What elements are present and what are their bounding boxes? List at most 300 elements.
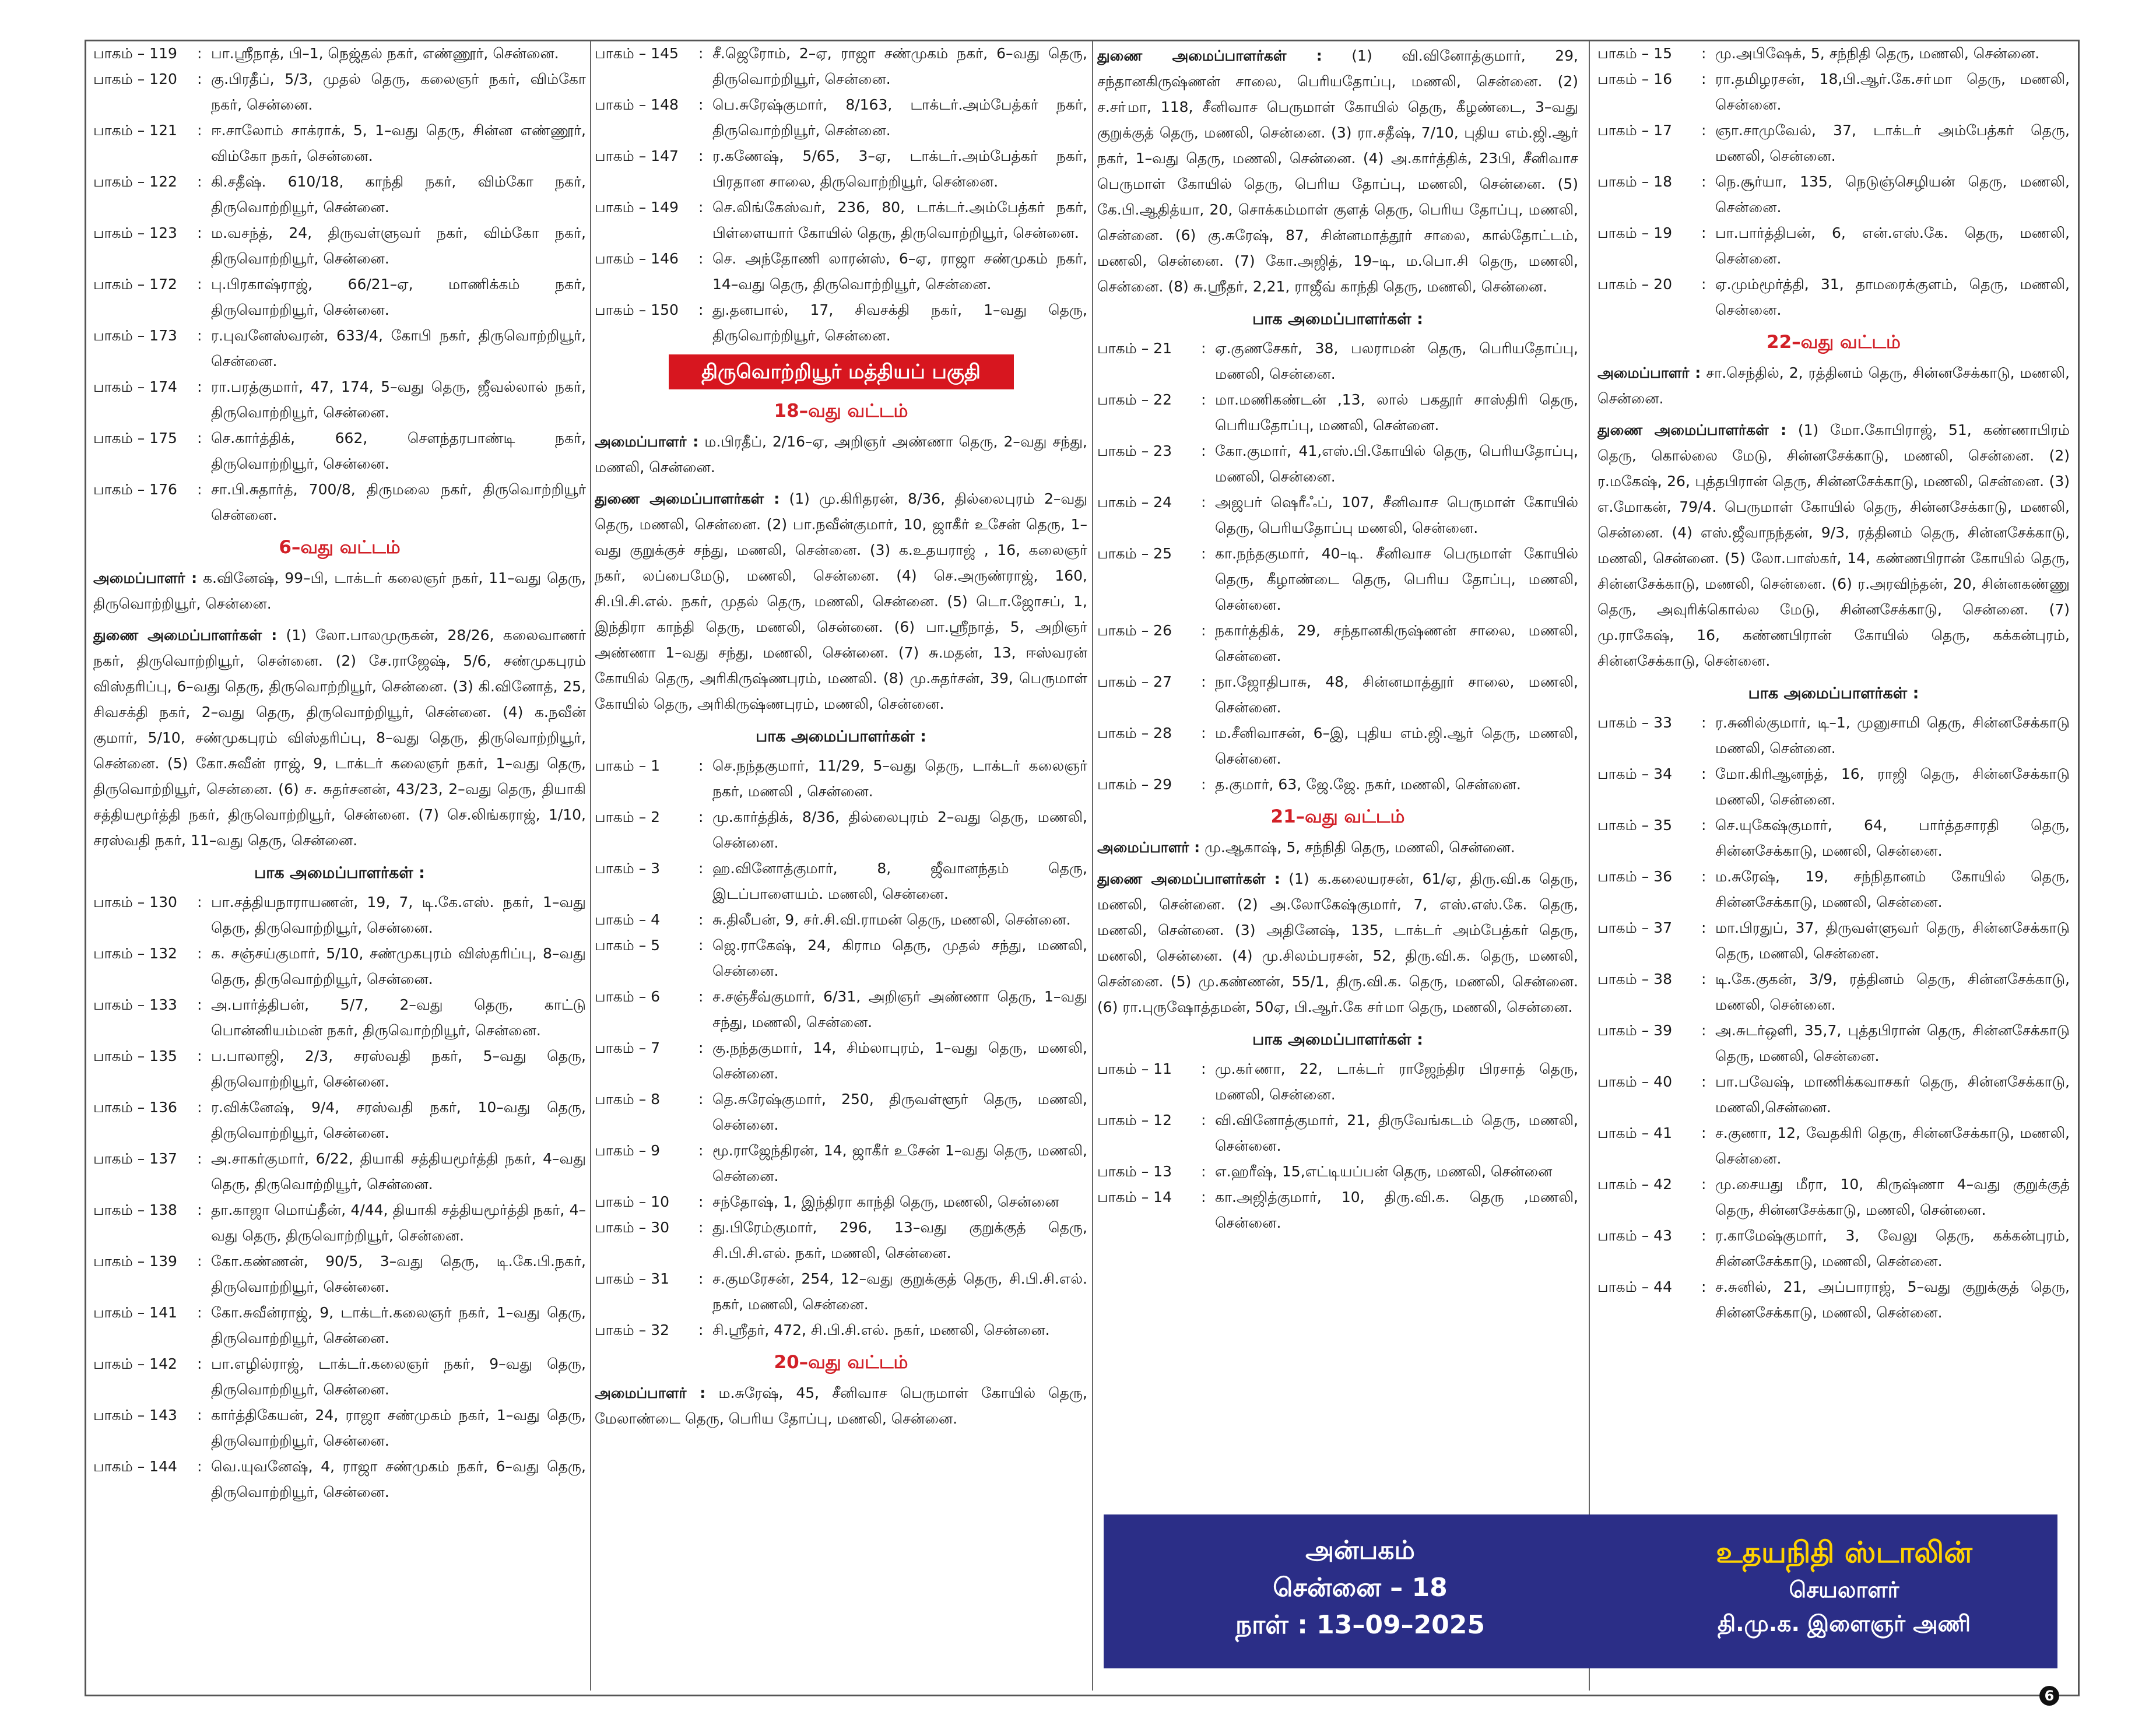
separator: : — [1201, 673, 1206, 690]
separator: : — [1701, 173, 1706, 190]
booth-number: பாகம் – 148 — [595, 96, 679, 113]
booth-organiser-details: ச.குணா, 12, வேதகிரி தெரு, சின்னசேக்காடு, மணலி, சென்னை. — [1715, 1124, 2070, 1167]
separator: : — [698, 937, 704, 954]
booth-organiser-details: பா.பவேஷ், மாணிக்கவாசகர் தெரு, சின்னசேக்காடு, மணலி,சென்னை. — [1715, 1073, 2070, 1116]
booth-organiser-details: ஜெ.ராகேஷ், 24, கிராம தெரு, முதல் சந்து, மணலி, சென்னை. — [712, 937, 1087, 979]
booth-number: பாகம் – 135 — [93, 1048, 177, 1064]
separator: : — [1701, 1176, 1706, 1193]
separator: : — [1701, 817, 1706, 834]
booth-entry — [595, 933, 1087, 984]
booth-number: பாகம் – 16 — [1597, 71, 1672, 87]
booth-number: பாகம் – 19 — [1597, 224, 1672, 241]
ward-6-organiser — [93, 565, 586, 617]
booth-number: பாகம் – 6 — [595, 988, 661, 1005]
booth-number: பாகம் – 33 — [1597, 714, 1672, 731]
booth-organiser-details: அ.சாகர்குமார், 6/22, தியாகி சத்தியமூர்த்தி நகர், 4–வது தெரு, திருவொற்றியூர், சென்னை. — [211, 1150, 586, 1193]
booth-number: பாகம் – 44 — [1597, 1278, 1672, 1295]
separator: : — [1201, 391, 1206, 408]
booth-organisers-heading: பாக அமைப்பாளர்கள் : — [1252, 1031, 1423, 1049]
separator: : — [1201, 1189, 1206, 1206]
booth-entry — [595, 1035, 1087, 1087]
booth-organiser-details: பா.ஸ்ரீநாத், பி–1, நெஜ்தல் நகர், எண்ணூர், சென்னை. — [211, 45, 559, 62]
separator: : — [197, 224, 202, 241]
booth-organisers-heading: பாக அமைப்பாளர்கள் : — [756, 728, 926, 746]
booth-entry — [1597, 1120, 2070, 1172]
booth-number: பாகம் – 146 — [595, 250, 679, 267]
booth-organiser-details: பு.பிரகாஷ்ராஜ், 66/21–ஏ, மாணிக்கம் நகர், திருவொற்றியூர், சென்னை. — [211, 276, 586, 318]
booth-organiser-details: பெ.சுரேஷ்குமார், 8/163, டாக்டர்.அம்பேத்கர் நகர், திருவொற்றியூர், சென்னை. — [712, 96, 1087, 139]
separator: : — [698, 147, 704, 164]
organiser-text: மு.ஆகாஷ், 5, சந்நிதி தெரு, மணலி, சென்னை. — [1205, 839, 1515, 856]
separator: : — [197, 1150, 202, 1167]
separator: : — [1701, 71, 1706, 87]
booth-number: பாகம் – 27 — [1097, 673, 1172, 690]
booth-entry — [595, 1266, 1087, 1317]
booth-organiser-details: ரா.பரத்குமார், 47, 174, 5–வது தெரு, ஜீவல்லால் நகர், திருவொற்றியூர், சென்னை. — [211, 378, 586, 421]
booth-number: பாகம் – 133 — [93, 996, 177, 1013]
separator: : — [1701, 714, 1706, 731]
booth-number: பாகம் – 172 — [93, 276, 177, 293]
separator: : — [1701, 122, 1706, 139]
booth-organiser-details: மா.பிரதுப், 37, திருவள்ளுவர் தெரு, சின்னசேக்காடு தெரு, மணலி, சென்னை. — [1715, 919, 2070, 962]
booth-list — [1097, 1056, 1578, 1236]
booth-entry — [595, 1215, 1087, 1266]
deputies-text: (1) வி.வினோத்குமார், 29, சந்தானகிருஷ்ணன் சாலை, பெரியதோப்பு, மணலி, சென்னை. (2) ச.சா்மா, 118, சீனிவாச பெருமாள் கோயில் தெரு, கீழண்டை, 3–வது குறுக்குத் தெரு, மணலி, சென்னை. (3) ரா.சதீஷ், 7/10, புதிய எம்.ஜி.ஆர் நகர், 1–வது தெரு, மணலி, சென்னை. (4) அ.கார்த்திக், 23பி, சீனிவாச பெருமாள் கோயில் தெரு, பெரிய தோப்பு, மணலி, சென்னை. (5) கே.பி.ஆதித்யா, 20, சொக்கம்மாள் குளத் தெரு, பெரிய தோப்பு, மணலி, சென்னை. (6) கு.சுரேஷ், 87, சின்னமாத்தூர் சாலை, கால்தோட்டம், மணலி, சென்னை. (7) கோ.அஜித், 19–டி, ம.பொ.சி தெரு, மணலி, சென்னை. (8) சு.ஸ்ரீதர், 2,21, ராஜீவ் காந்தி தெரு, மணலி, சென்னை. — [1097, 47, 1578, 295]
booth-entry — [1597, 41, 2070, 66]
booth-number: பாகம் – 122 — [93, 173, 177, 190]
separator: : — [197, 378, 202, 395]
booth-entry — [1097, 1185, 1578, 1236]
booth-entry — [1097, 721, 1578, 772]
booth-entry — [595, 143, 1087, 195]
separator: : — [1701, 224, 1706, 241]
booth-entry — [93, 1043, 586, 1095]
booth-number: பாகம் – 30 — [595, 1219, 669, 1236]
booth-entry — [1597, 66, 2070, 118]
ward-18-organiser — [595, 429, 1087, 480]
booth-number: பாகம் – 139 — [93, 1253, 177, 1270]
page-number: 6 — [2039, 1686, 2059, 1706]
booth-organiser-details: நெ.சூர்யா, 135, நெடுஞ்செழியன் தெரு, மணலி, சென்னை. — [1715, 173, 2070, 216]
booth-organiser-details: து.தனபால், 17, சிவசக்தி நகர், 1–வது தெரு, திருவொற்றியூர், சென்னை. — [712, 301, 1087, 344]
booth-entry — [93, 1300, 586, 1351]
separator: : — [197, 327, 202, 344]
booth-number: பாகம் – 5 — [595, 937, 661, 954]
organiser-label: அமைப்பாளர் : — [595, 1384, 706, 1401]
separator: : — [698, 988, 704, 1005]
booth-entry — [93, 477, 586, 528]
deputies-label: துணை அமைப்பாளர்கள் : — [93, 627, 278, 644]
column-divider — [1589, 41, 1590, 1691]
booth-organiser-details: செ. அந்தோணி லாரன்ஸ், 6–ஏ, ராஜா சண்முகம் நகர், 14–வது தெரு, திருவொற்றியூர், சென்னை. — [712, 250, 1087, 293]
booth-entry — [595, 92, 1087, 143]
booth-number: பாகம் – 12 — [1097, 1112, 1172, 1129]
booth-entry — [595, 1189, 1087, 1215]
separator: : — [698, 1219, 704, 1236]
booth-number: பாகம் – 34 — [1597, 765, 1672, 782]
booth-organiser-details: ஹ.வினோத்குமார், 8, ஜீவானந்தம் தெரு, இடப்பாளையம். மணலி, சென்னை. — [712, 860, 1087, 902]
booth-number: பாகம் – 40 — [1597, 1073, 1672, 1090]
booth-organisers-heading: பாக அமைப்பாளர்கள் : — [254, 864, 425, 882]
booth-entry — [595, 984, 1087, 1035]
separator: : — [1701, 1227, 1706, 1244]
booth-list — [595, 41, 1087, 349]
separator: : — [698, 1270, 704, 1287]
booth-organiser-details: ப.பாலாஜி, 2/3, சரஸ்வதி நகர், 5–வது தெரு, திருவொற்றியூர், சென்னை. — [211, 1048, 586, 1090]
booth-organiser-details: நகார்த்திக், 29, சந்தானகிருஷ்ணன் சாலை, மணலி, சென்னை. — [1215, 622, 1578, 665]
booth-list — [1597, 710, 2070, 1326]
booth-organiser-details: கோ.சுவீன்ராஜ், 9, டாக்டர்.கலைஞர் நகர், 1–வது தெரு, திருவொற்றியூர், சென்னை. — [211, 1304, 586, 1347]
booth-entry — [1597, 1172, 2070, 1223]
booth-organiser-details: கு.பிரதீப், 5/3, முதல் தெரு, கலைஞர் நகர், விம்கோ நகர், சென்னை. — [211, 71, 586, 113]
separator: : — [698, 1142, 704, 1159]
separator: : — [1201, 725, 1206, 741]
ward-6-heading: 6–வது வட்டம் — [279, 537, 401, 558]
booth-entry — [595, 804, 1087, 856]
ward-18-deputies — [595, 486, 1087, 717]
booth-number: பாகம் – 173 — [93, 327, 177, 344]
separator: : — [1201, 1163, 1206, 1180]
separator: : — [197, 71, 202, 87]
separator: : — [197, 122, 202, 139]
booth-organiser-details: கா.நந்தகுமார், 40–டி. சீனிவாச பெருமாள் கோயில் தெரு, கீழாண்டை தெரு, பெரிய தோப்பு, மணலி, சென்னை. — [1215, 545, 1578, 613]
deputies-text: (1) மோ.கோபிராஜ், 51, கண்ணாபிரம் தெரு, கொல்லை மேடு, சின்னசேக்காடு, மணலி, சென்னை. (2) ர.மகேஷ், 26, புத்தபிரான் தெரு, சின்னசேக்காடு, மணலி, சென்னை. (3) எ.மோகன், 79/4. பெருமாள் கோயில் தெரு, சின்னசேக்காடு, மணலி, சென்னை. (4) எஸ்.ஜீவாநந்தன், 9/3, ரத்தினம் தெரு, சின்னசேக்காடு, மணலி, சென்னை. (5) லோ.பாஸ்கர், 14, கண்ணபிரான் கோயில் தெரு, சின்னசேக்காடு, மணலி, சென்னை. (6) ர.அரவிந்தன், 20, சின்னகண்ணு தெரு, அவுரிக்கொல்ல மேடு, சின்னசேக்காடு, சென்னை. (7) மு.ராகேஷ், 16, கண்ணபிரான் கோயில் தெரு, கக்கன்புரம், சின்னசேக்காடு, சென்னை. — [1597, 421, 2070, 669]
booth-entry — [93, 1095, 586, 1146]
booth-entry — [93, 426, 586, 477]
booth-organiser-details: செ.கார்த்திக், 662, சௌந்தரபாண்டி நகர், திருவொற்றியூர், சென்னை. — [211, 430, 586, 472]
booth-entry — [93, 272, 586, 323]
separator: : — [197, 1099, 202, 1116]
deputies-label: துணை அமைப்பாளர்கள் : — [1097, 47, 1322, 64]
booth-organiser-details: ஞா.சாமுவேல், 37, டாக்டர் அம்பேத்கர் தெரு, மணலி, சென்னை. — [1715, 122, 2070, 164]
ward-18-heading: 18–வது வட்டம் — [774, 400, 908, 421]
separator: : — [197, 1048, 202, 1064]
booth-organiser-details: ர.காமேஷ்குமார், 3, வேலு தெரு, கக்கன்புரம், சின்னசேக்காடு, மணலி, சென்னை. — [1715, 1227, 2070, 1270]
booth-number: பாகம் – 31 — [595, 1270, 669, 1287]
separator: : — [1201, 1060, 1206, 1077]
booth-organiser-details: கு.நந்தகுமார், 14, சிம்லாபுரம், 1–வது தெரு, மணலி, சென்னை. — [712, 1039, 1087, 1082]
booth-entry — [93, 1351, 586, 1403]
booth-organiser-details: மு.கார்த்திக், 8/36, தில்லைபுரம் 2–வது தெரு, மணலி, சென்னை. — [712, 809, 1087, 851]
booth-entry — [1097, 336, 1578, 387]
booth-entry — [595, 907, 1087, 933]
booth-number: பாகம் – 32 — [595, 1322, 669, 1338]
booth-organiser-details: தா.காஜா மொய்தீன், 4/44, தியாகி சத்தியமூர்த்தி நகர், 4–வது தெரு, திருவொற்றியூர், சென்னை. — [211, 1201, 586, 1244]
booth-number: பாகம் – 36 — [1597, 868, 1672, 885]
separator: : — [698, 1039, 704, 1056]
booth-organiser-details: அ.சுடர்ஒளி, 35,7, புத்தபிரான் தெரு, சின்னசேக்காடு தெரு, மணலி, சென்னை. — [1715, 1022, 2070, 1064]
ward-21-deputies — [1097, 866, 1578, 1020]
booth-number: பாகம் – 10 — [595, 1193, 669, 1210]
booth-organiser-details: ர.புவனேஸ்வரன், 633/4, கோபி நகர், திருவொற்றியூர், சென்னை. — [211, 327, 586, 370]
separator: : — [698, 1322, 704, 1338]
separator: : — [1201, 442, 1206, 459]
booth-organiser-details: மா.மணிகண்டன் ,13, லால் பகதூர் சாஸ்திரி தெரு, பெரியதோப்பு, மணலி, சென்னை. — [1215, 391, 1578, 434]
booth-organiser-details: சீ.ஜெரோம், 2–ஏ, ராஜா சண்முகம் நகர், 6–வது தெரு, திருவொற்றியூர், சென்னை. — [712, 45, 1087, 87]
booth-organisers-heading: பாக அமைப்பாளர்கள் : — [1252, 310, 1423, 328]
booth-organiser-details: ம.சீனிவாசன், 6–இ, புதிய எம்.ஜி.ஆர் தெரு, மணலி, சென்னை. — [1215, 725, 1578, 767]
booth-number: பாகம் – 15 — [1597, 45, 1672, 62]
booth-entry — [1597, 1223, 2070, 1274]
ward-22-deputies — [1597, 417, 2070, 674]
booth-organiser-details: ச.குமரேசன், 254, 12–வது குறுக்குத் தெரு, சி.பி.சி.எல். நகர், மணலி, சென்னை. — [712, 1270, 1087, 1313]
booth-organiser-details: கி.சதீஷ். 610/18, காந்தி நகர், விம்கோ நகர், திருவொற்றியூர், சென்னை. — [211, 173, 586, 216]
booth-entry — [93, 169, 586, 220]
signatory-role: செயலாளர் — [1789, 1577, 1899, 1603]
booth-number: பாகம் – 8 — [595, 1091, 661, 1108]
separator: : — [1701, 1278, 1706, 1295]
booth-organiser-details: ம.வசந்த், 24, திருவள்ளுவர் நகர், விம்கோ நகர், திருவொற்றியூர், சென்னை. — [211, 224, 586, 267]
booth-number: பாகம் – 142 — [93, 1355, 177, 1372]
booth-organiser-details: ரா.தமிழரசன், 18,பி.ஆர்.கே.சா்மா தெரு, மணலி, சென்னை. — [1715, 71, 2070, 113]
booth-entry — [1597, 169, 2070, 220]
booth-entry — [595, 41, 1087, 92]
booth-entry — [1097, 1108, 1578, 1159]
booth-entry — [1097, 669, 1578, 721]
separator: : — [1701, 1073, 1706, 1090]
booth-organiser-details: எ.ஹரீஷ், 15,எட்டியப்பன் தெரு, மணலி, சென்னை — [1215, 1163, 1553, 1180]
booth-organiser-details: ஏ.குணசேகர், 38, பலராமன் தெரு, பெரியதோப்பு, மணலி, சென்னை. — [1215, 340, 1578, 382]
booth-number: பாகம் – 144 — [93, 1458, 177, 1475]
footer-date: நாள் : 13–09–2025 — [1235, 1610, 1486, 1640]
separator: : — [698, 199, 704, 216]
booth-number: பாகம் – 28 — [1097, 725, 1172, 741]
booth-number: பாகம் – 147 — [595, 147, 679, 164]
booth-number: பாகம் – 37 — [1597, 919, 1672, 936]
booth-entry — [595, 1138, 1087, 1189]
booth-number: பாகம் – 130 — [93, 894, 177, 911]
separator: : — [698, 96, 704, 113]
ward-20-heading: 20–வது வட்டம் — [774, 1352, 908, 1373]
separator: : — [1701, 971, 1706, 988]
booth-number: பாகம் – 175 — [93, 430, 177, 447]
separator: : — [698, 301, 704, 318]
booth-organiser-details: அஜபர் ஷெரீஃப், 107, சீனிவாச பெருமாள் கோயில் தெரு, பெரியதோப்பு மணலி, சென்னை. — [1215, 494, 1578, 536]
booth-number: பாகம் – 123 — [93, 224, 177, 241]
separator: : — [197, 481, 202, 498]
organiser-label: அமைப்பாளர் : — [595, 433, 699, 450]
separator: : — [698, 757, 704, 774]
booth-organiser-details: கோ.கண்ணன், 90/5, 3–வது தெரு, டி.கே.பி.நகர், திருவொற்றியூர், சென்னை. — [211, 1253, 586, 1295]
booth-entry — [93, 890, 586, 941]
booth-organiser-details: ச.சஞ்சீவ்குமார், 6/31, அறிஞர் அண்ணா தெரு, 1–வது சந்து, மணலி, சென்னை. — [712, 988, 1087, 1031]
booth-organiser-details: ஏ.மும்மூர்த்தி, 31, தாமரைக்குளம், தெரு, மணலி, சென்னை. — [1715, 276, 2070, 318]
separator: : — [1701, 276, 1706, 293]
ward-22-organiser — [1597, 360, 2070, 412]
organiser-text: ம.சுரேஷ், 45, சீனிவாச பெருமாள் கோயில் தெரு, மேலாண்டை தெரு, பெரிய தோப்பு, மணலி, சென்னை. — [595, 1384, 1087, 1427]
booth-organiser-details: ம.சுரேஷ், 19, சந்நிதானம் கோயில் தெரு, சின்னசேக்காடு, மணலி, சென்னை. — [1715, 868, 2070, 911]
booth-number: பாகம் – 174 — [93, 378, 177, 395]
booth-number: பாகம் – 137 — [93, 1150, 177, 1167]
booth-organiser-details: மு.சையது மீரா, 10, கிருஷ்ணா 4–வது குறுக்குத் தெரு, சின்னசேக்காடு, மணலி, சென்னை. — [1715, 1176, 2070, 1218]
booth-organiser-details: சி.ஸ்ரீதர், 472, சி.பி.சி.எல். நகர், மணலி, சென்னை. — [712, 1322, 1050, 1338]
booth-number: பாகம் – 17 — [1597, 122, 1672, 139]
booth-entry — [1597, 813, 2070, 864]
separator: : — [197, 1355, 202, 1372]
booth-number: பாகம் – 143 — [93, 1407, 177, 1424]
booth-entry — [1597, 967, 2070, 1018]
booth-organiser-details: ர.சுனில்குமார், டி–1, முனுசாமி தெரு, சின்னசேக்காடு மணலி, சென்னை. — [1715, 714, 2070, 757]
booth-entry — [595, 1087, 1087, 1138]
booth-number: பாகம் – 43 — [1597, 1227, 1672, 1244]
booth-organiser-details: கோ.குமார், 41,எஸ்.பி.கோயில் தெரு, பெரியதோப்பு, மணலி, சென்னை. — [1215, 442, 1578, 485]
booth-organiser-details: கா.அஜித்குமார், 10, திரு.வி.க. தெரு ,மணலி, சென்னை. — [1215, 1189, 1578, 1231]
booth-number: பாகம் – 20 — [1597, 276, 1672, 293]
separator: : — [197, 1407, 202, 1424]
booth-organiser-details: செ.நந்தகுமார், 11/29, 5–வது தெரு, டாக்டர் கலைஞர் நகர், மணலி , சென்னை. — [712, 757, 1087, 800]
separator: : — [1701, 919, 1706, 936]
separator: : — [698, 45, 704, 62]
booth-number: பாகம் – 39 — [1597, 1022, 1672, 1039]
booth-list — [93, 890, 586, 1505]
booth-entry — [1597, 915, 2070, 967]
separator: : — [698, 860, 704, 877]
booth-number: பாகம் – 136 — [93, 1099, 177, 1116]
separator: : — [1701, 1022, 1706, 1039]
column-3 — [1097, 41, 1578, 1691]
section-banner: திருவொற்றியூர் மத்தியப் பகுதி — [669, 354, 1014, 389]
booth-organiser-details: வி.வினோத்குமார், 21, திருவேங்கடம் தெரு, மணலி, சென்னை. — [1215, 1112, 1578, 1154]
booth-entry — [1597, 1018, 2070, 1069]
ward-21-heading: 21–வது வட்டம் — [1270, 806, 1405, 827]
booth-organiser-details: மோ.கிரிஆனந்த், 16, ராஜி தெரு, சின்னசேக்காடு மணலி, சென்னை. — [1715, 765, 2070, 808]
separator: : — [197, 1253, 202, 1270]
booth-entry — [595, 195, 1087, 246]
booth-entry — [1597, 1274, 2070, 1326]
separator: : — [698, 911, 704, 928]
booth-list — [93, 41, 586, 528]
organiser-label: அமைப்பாளர் : — [1597, 364, 1701, 381]
booth-organiser-details: சு.திலீபன், 9, சர்.சி.வி.ராமன் தெரு, மணலி, சென்னை. — [712, 911, 1071, 928]
booth-list — [1097, 336, 1578, 797]
booth-list — [1597, 41, 2070, 323]
separator: : — [197, 276, 202, 293]
booth-entry — [93, 118, 586, 169]
booth-entry — [1097, 1056, 1578, 1108]
booth-number: பாகம் – 121 — [93, 122, 177, 139]
separator: : — [197, 45, 202, 62]
separator: : — [1201, 1112, 1206, 1129]
organiser-label: அமைப்பாளர் : — [93, 570, 198, 586]
deputies-text: (1) மு.கிரிதரன், 8/36, தில்லைபுரம் 2–வது தெரு, மணலி, சென்னை. (2) பா.நவீன்குமார், 10, ஜாகீர் உசேன் தெரு, 1–வது குறுக்குச் சந்து, மணலி, சென்னை. (3) க.உதயராஜ் , 16, கலைஞர் நகர், லப்பைமேடு, மணலி, சென்னை. (4) செ.அருண்ராஜ், 160, சி.பி.சி.எல். நகர், முதல் தெரு, மணலி, சென்னை. (5) டொ.ஜோசப், 1, இந்திரா காந்தி தெரு, மணலி, சென்னை. (6) பா.ஸ்ரீநாத், 5, அறிஞர் அண்ணா 1–வது சந்து, மணலி, சென்னை. (7) சு.மதன், 13, ஈஸ்வரன் கோயில் தெரு, அரிகிருஷ்ணபுரம், மணலி. (8) மு.சுதர்சன், 39, பெருமாள் கோயில் தெரு, அரிகிருஷ்ணபுரம், மணலி, சென்னை. — [595, 490, 1087, 712]
booth-entry — [1597, 864, 2070, 915]
booth-entry — [1097, 772, 1578, 797]
booth-number: பாகம் – 150 — [595, 301, 679, 318]
booth-entry — [1597, 710, 2070, 761]
booth-number: பாகம் – 9 — [595, 1142, 661, 1159]
booth-number: பாகம் – 176 — [93, 481, 177, 498]
column-2 — [595, 41, 1087, 1691]
organiser-text: க.வினேஷ், 99–பி, டாக்டர் கலைஞர் நகர், 11–வது தெரு, திருவொற்றியூர், சென்னை. — [93, 570, 586, 612]
booth-number: பாகம் – 41 — [1597, 1124, 1672, 1141]
booth-entry — [1597, 118, 2070, 169]
booth-organiser-details: வெ.யுவனேஷ், 4, ராஜா சண்முகம் நகர், 6–வது தெரு, திருவொற்றியூர், சென்னை. — [211, 1458, 586, 1500]
separator: : — [197, 1201, 202, 1218]
booth-organiser-details: து.பிரேம்குமார், 296, 13–வது குறுக்குத் தெரு, சி.பி.சி.எல். நகர், மணலி, சென்னை. — [712, 1219, 1087, 1261]
booth-number: பாகம் – 1 — [595, 757, 661, 774]
booth-entry — [595, 1317, 1087, 1343]
footer-city: சென்னை – 18 — [1273, 1573, 1448, 1603]
separator: : — [698, 1091, 704, 1108]
booth-organiser-details: சா.பி.சுதார்த், 700/8, திருமலை நகர், திருவொற்றியூர் சென்னை. — [211, 481, 586, 523]
booth-number: பாகம் – 3 — [595, 860, 661, 877]
booth-organiser-details: ர.விக்னேஷ், 9/4, சரஸ்வதி நகர், 10–வது தெரு, திருவொற்றியூர், சென்னை. — [211, 1099, 586, 1141]
booth-organiser-details: பா.சத்தியநாராயணன், 19, 7, டி.கே.எஸ். நகர், 1–வது தெரு, திருவொற்றியூர், சென்னை. — [211, 894, 586, 936]
separator: : — [1201, 340, 1206, 357]
booth-number: பாகம் – 11 — [1097, 1060, 1172, 1077]
booth-entry — [93, 323, 586, 374]
booth-entry — [1597, 1069, 2070, 1120]
booth-organiser-details: மு.கா்ணா, 22, டாக்டர் ராஜேந்திர பிரசாத் தெரு, மணலி, சென்னை. — [1215, 1060, 1578, 1103]
ward-6-deputies — [93, 623, 586, 853]
booth-number: பாகம் – 25 — [1097, 545, 1172, 562]
separator: : — [197, 173, 202, 190]
separator: : — [197, 996, 202, 1013]
booth-number: பாகம் – 14 — [1097, 1189, 1172, 1206]
booth-organiser-details: மு.அபிஷேக், 5, சந்நிதி தெரு, மணலி, சென்னை. — [1715, 45, 2040, 62]
booth-entry — [1097, 387, 1578, 438]
booth-organiser-details: சந்தோஷ், 1, இந்திரா காந்தி தெரு, மணலி, சென்னை — [712, 1193, 1059, 1210]
booth-number: பாகம் – 4 — [595, 911, 661, 928]
footer-signatory — [1640, 1532, 2048, 1640]
booth-organiser-details: ர.கணேஷ், 5/65, 3–ஏ, டாக்டர்.அம்பேத்கர் நகர், பிரதான சாலை, திருவொற்றியூர், சென்னை. — [712, 147, 1087, 190]
booth-entry — [93, 1197, 586, 1249]
signatory-name: உதயநிதி ஸ்டாலின் — [1716, 1535, 1972, 1569]
booth-organiser-details: ச.சுனில், 21, அப்பாராஜ், 5–வது குறுக்குத் தெரு, சின்னசேக்காடு, மணலி, சென்னை. — [1715, 1278, 2070, 1321]
separator: : — [197, 945, 202, 962]
booth-number: பாகம் – 23 — [1097, 442, 1172, 459]
separator: : — [698, 809, 704, 825]
deputies-label: துணை அமைப்பாளர்கள் : — [595, 490, 780, 507]
booth-entry — [93, 1403, 586, 1454]
booth-entry — [1597, 761, 2070, 813]
booth-organiser-details: நா.ஜோதிபாசு, 48, சின்னமாத்தூர் சாலை, மணலி, சென்னை. — [1215, 673, 1578, 716]
separator: : — [1701, 765, 1706, 782]
column-1 — [93, 41, 586, 1691]
separator: : — [197, 430, 202, 447]
booth-organiser-details: மூ.ராஜேந்திரன், 14, ஜாகீர் உசேன் 1–வது தெரு, மணலி, சென்னை. — [712, 1142, 1087, 1185]
booth-organiser-details: பா.எழில்ராஜ், டாக்டர்.கலைஞர் நகர், 9–வது தெரு, திருவொற்றியூர், சென்னை. — [211, 1355, 586, 1398]
booth-organiser-details: பா.பார்த்திபன், 6, என்.எஸ்.கே. தெரு, மணலி, சென்னை. — [1715, 224, 2070, 267]
footer-signature-box — [1104, 1514, 2057, 1668]
booth-entry — [1597, 220, 2070, 272]
booth-number: பாகம் – 26 — [1097, 622, 1172, 639]
booth-list — [595, 753, 1087, 1343]
separator: : — [698, 1193, 704, 1210]
booth-entry — [93, 41, 586, 66]
booth-number: பாகம் – 35 — [1597, 817, 1672, 834]
booth-organiser-details: ஈ.சாலோம் சாக்ராக், 5, 1–வது தெரு, சின்ன எண்ணூர், விம்கோ நகர், சென்னை. — [211, 122, 586, 164]
booth-organiser-details: கார்த்திகேயன், 24, ராஜா சண்முகம் நகர், 1–வது தெரு, திருவொற்றியூர், சென்னை. — [211, 1407, 586, 1449]
signatory-org: தி.மு.க. இளைஞர் அணி — [1717, 1611, 1971, 1636]
booth-organiser-details: த.குமார், 63, ஜே.ஜே. நகர், மணலி, சென்னை. — [1215, 776, 1521, 793]
booth-number: பாகம் – 42 — [1597, 1176, 1672, 1193]
booth-number: பாகம் – 132 — [93, 945, 177, 962]
booth-organisers-heading: பாக அமைப்பாளர்கள் : — [1748, 684, 1919, 702]
column-4 — [1597, 41, 2070, 1691]
deputies-label: துணை அமைப்பாளர்கள் : — [1097, 870, 1280, 887]
separator: : — [1701, 868, 1706, 885]
column-divider — [1092, 41, 1093, 1691]
booth-entry — [1097, 541, 1578, 618]
booth-entry — [93, 374, 586, 426]
booth-number: பாகம் – 13 — [1097, 1163, 1172, 1180]
booth-number: பாகம் – 149 — [595, 199, 679, 216]
booth-organiser-details: செ.யுகேஷ்குமார், 64, பார்த்தசாரதி தெரு, சின்னசேக்காடு, மணலி, சென்னை. — [1715, 817, 2070, 859]
separator: : — [698, 250, 704, 267]
ward-20-deputies — [1097, 43, 1578, 300]
booth-organiser-details: அ.பார்த்திபன், 5/7, 2–வது தெரு, காட்டு பொன்னியம்மன் நகர், திருவொற்றியூர், சென்னை. — [211, 996, 586, 1039]
